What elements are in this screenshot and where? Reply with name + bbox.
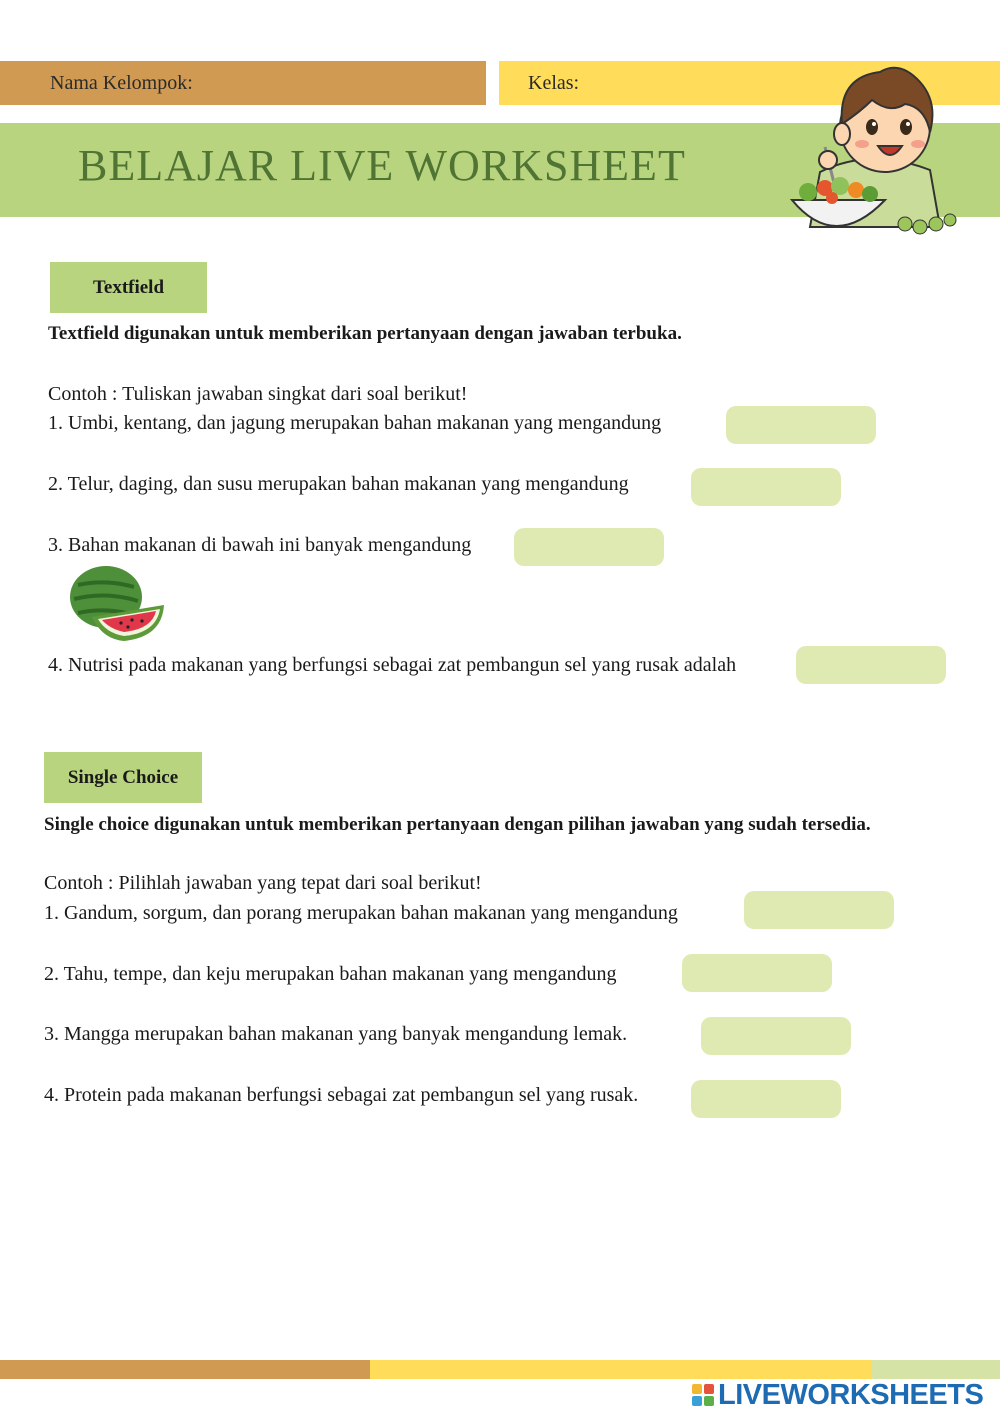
- single-choice-instruction: Contoh : Pilihlah jawaban yang tepat dari soal berikut!: [44, 872, 482, 894]
- footer-bar-brown: [0, 1360, 370, 1379]
- textfield-instruction: Contoh : Tuliskan jawaban singkat dari soal berikut!: [48, 383, 468, 405]
- class-label: Kelas:: [528, 72, 580, 94]
- boy-eating-salad-icon: [780, 52, 960, 242]
- answer-select[interactable]: [691, 1080, 841, 1118]
- answer-input[interactable]: [691, 468, 841, 506]
- answer-select[interactable]: [701, 1017, 851, 1055]
- liveworksheets-brand[interactable]: [692, 1379, 983, 1411]
- textfield-description: Textfield digunakan untuk memberikan pertanyaan dengan jawaban terbuka.: [48, 323, 682, 344]
- brand-name: LIVEWORKSHEETS: [718, 1378, 984, 1411]
- question-text: 1. Gandum, sorgum, dan porang merupakan bahan makanan yang mengandung: [44, 902, 678, 924]
- question-text: 1. Umbi, kentang, dan jagung merupakan bahan makanan yang mengandung: [48, 412, 662, 434]
- answer-input[interactable]: [726, 406, 876, 444]
- question-text: 4. Nutrisi pada makanan yang berfungsi sebagai zat pembangun sel yang rusak adalah: [48, 654, 737, 676]
- footer-bar-yellow: [370, 1360, 872, 1379]
- question-text: 3. Bahan makanan di bawah ini banyak mengandung: [48, 534, 472, 556]
- liveworksheets-logo-icon: [692, 1384, 714, 1406]
- page-title: BELAJAR LIVE WORKSHEET: [78, 141, 686, 190]
- answer-select[interactable]: [744, 891, 894, 929]
- watermelon-icon: [66, 565, 168, 645]
- section-tag-textfield: Textfield: [50, 262, 207, 313]
- answer-input[interactable]: [796, 646, 946, 684]
- answer-select[interactable]: [682, 954, 832, 992]
- answer-input[interactable]: [514, 528, 664, 566]
- question-text: 3. Mangga merupakan bahan makanan yang banyak mengandung lemak.: [44, 1023, 628, 1045]
- footer-bar-green: [872, 1360, 1000, 1379]
- group-name-label: Nama Kelompok:: [50, 72, 193, 94]
- question-text: 4. Protein pada makanan berfungsi sebagai zat pembangun sel yang rusak.: [44, 1084, 639, 1106]
- section-tag-single-choice: Single Choice: [44, 752, 202, 803]
- group-name-bar: [0, 61, 486, 105]
- question-text: 2. Tahu, tempe, dan keju merupakan bahan makanan yang mengandung: [44, 963, 617, 985]
- question-text: 2. Telur, daging, dan susu merupakan bahan makanan yang mengandung: [48, 473, 629, 495]
- single-choice-description: Single choice digunakan untuk memberikan pertanyaan dengan pilihan jawaban yang sudah tersedia.: [44, 814, 871, 835]
